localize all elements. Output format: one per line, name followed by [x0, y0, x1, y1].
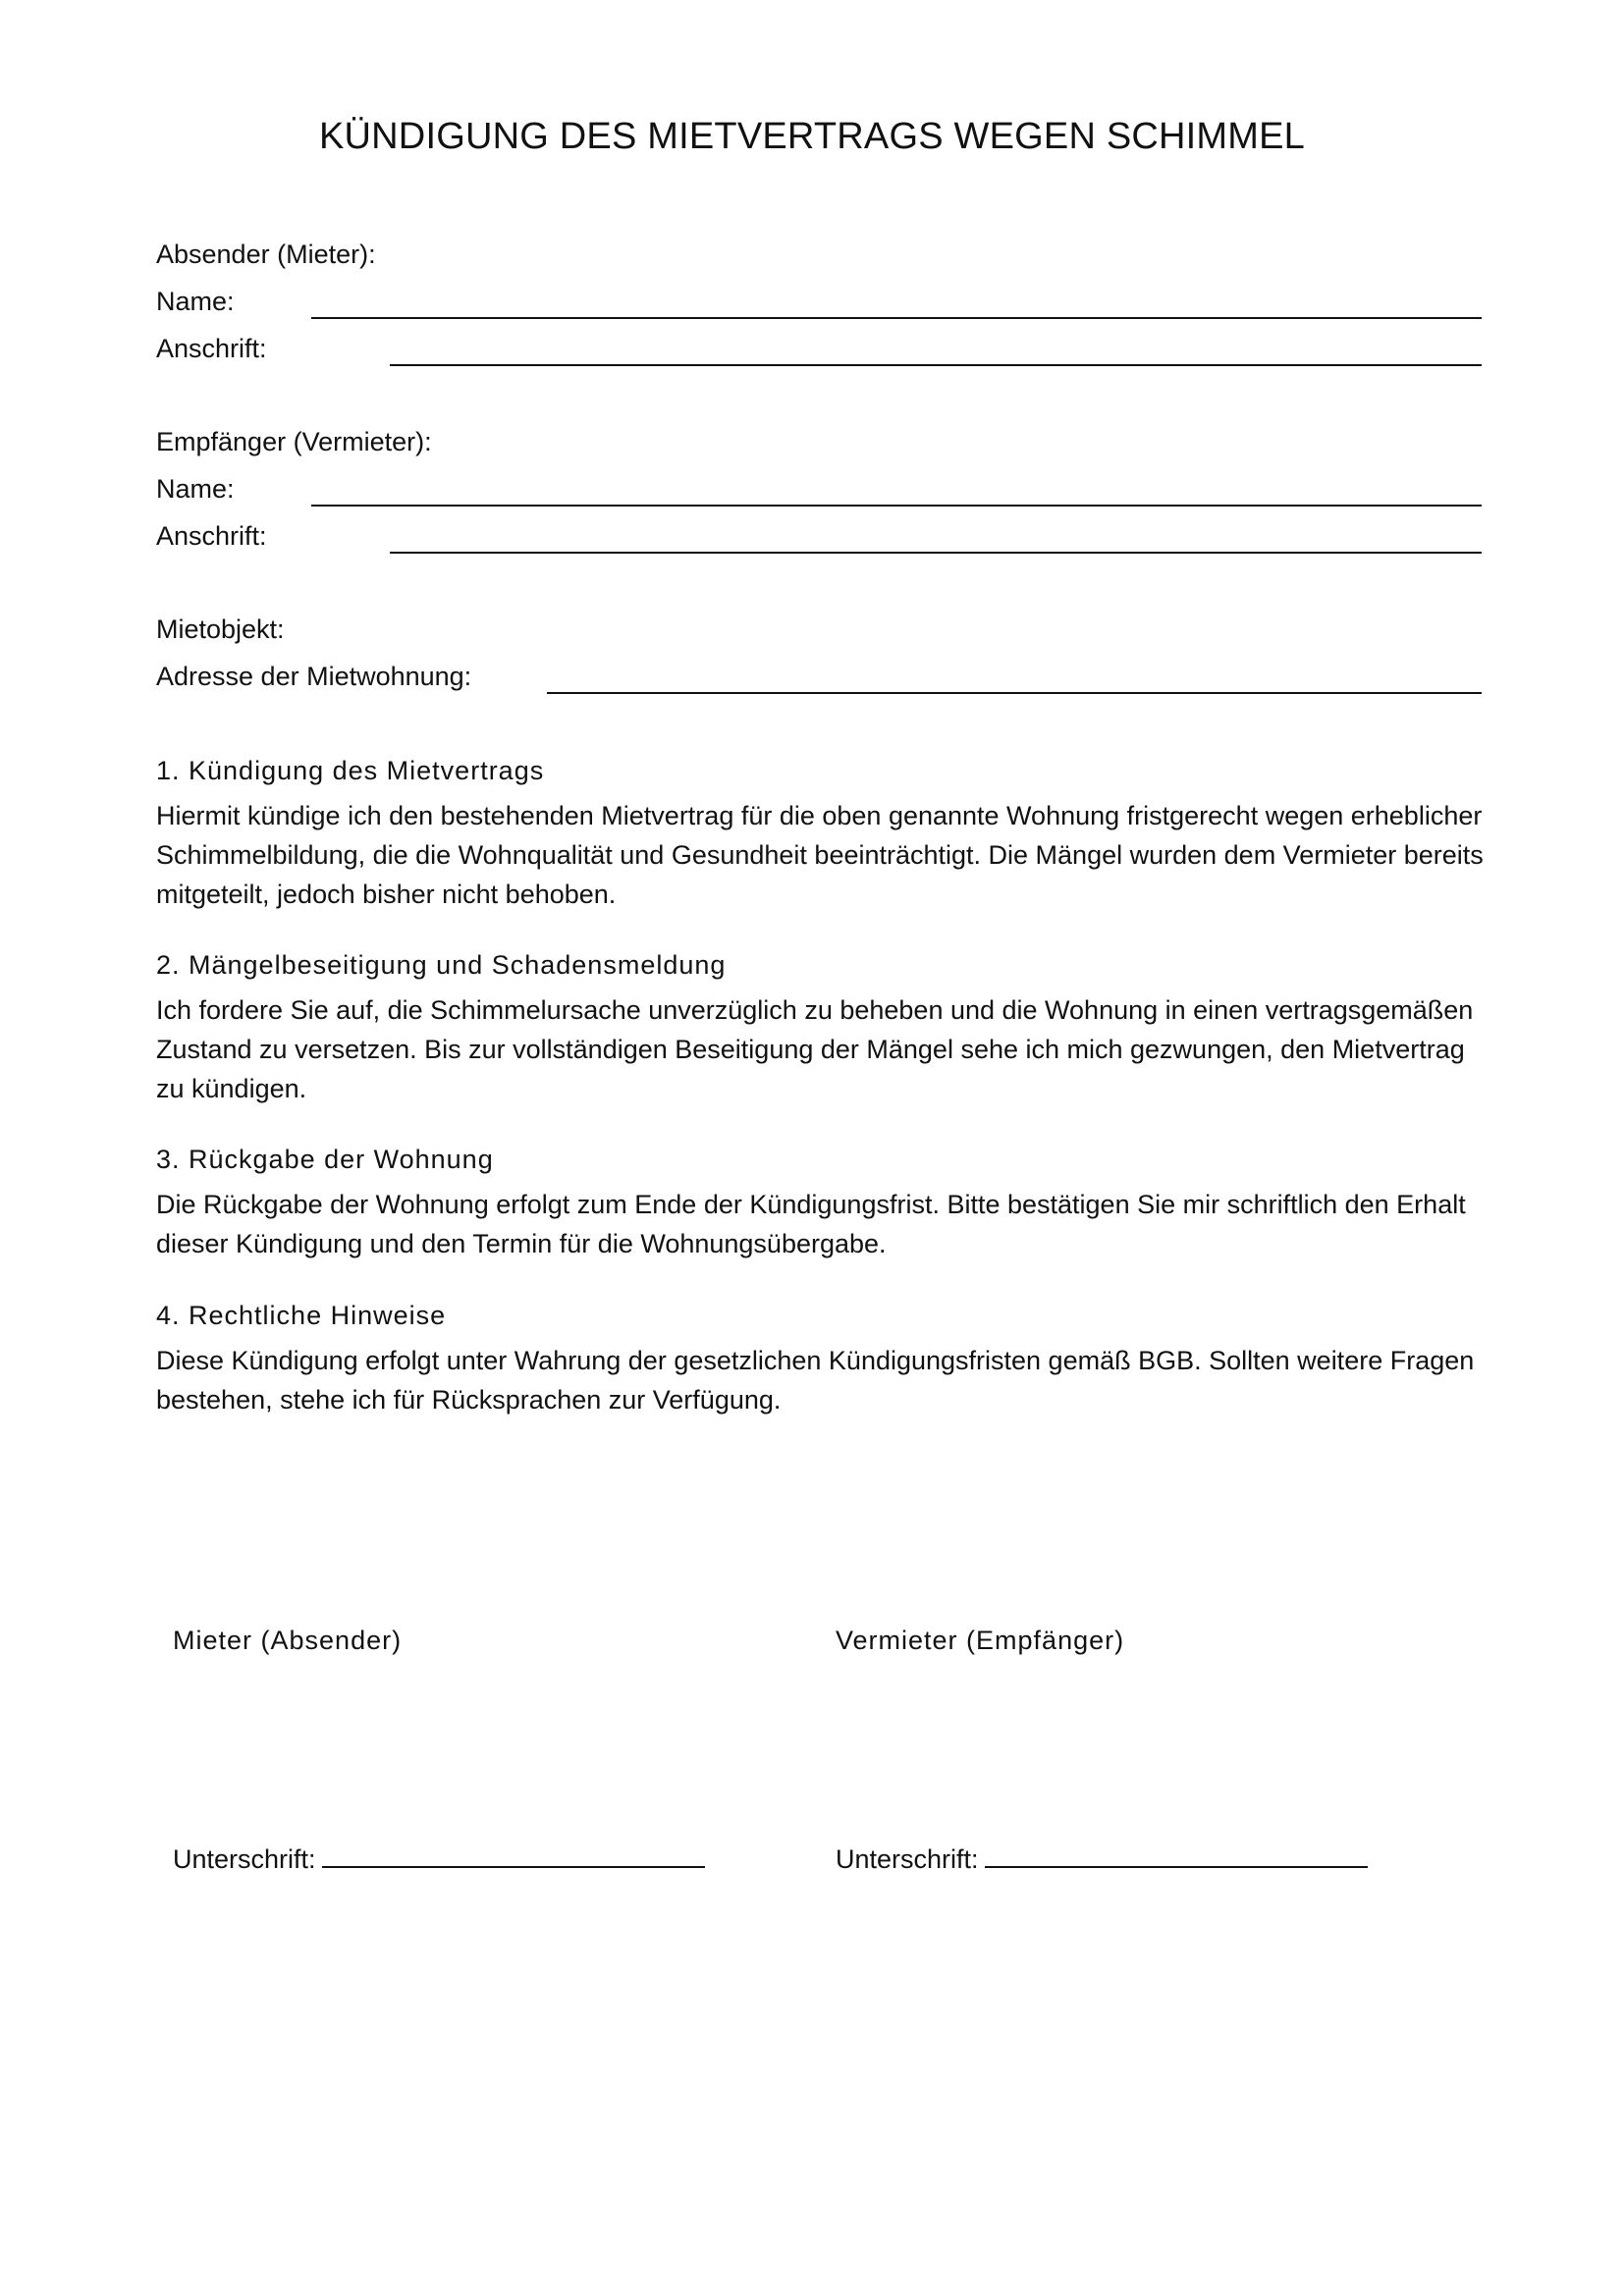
sender-name-field[interactable] [311, 317, 1482, 319]
section-2-text: Ich fordere Sie auf, die Schimmelursache unverzüglich zu beheben und die Wohnung in einen vertragsgemäßen Zustand zu versetzen. Bis zur vollständigen Beseitigung der Mängel sehe ich mich gezwungen, den Mietvertrag zu kündigen. [156, 995, 1474, 1103]
recipient-name-label: Name: [156, 474, 235, 504]
sender-name-label: Name: [156, 287, 235, 316]
recipient-heading: Empfänger (Vermieter): [156, 427, 432, 456]
section-2-heading: 2. Mängelbeseitigung und Schadensmeldung [156, 950, 727, 980]
property-address-field[interactable] [547, 692, 1482, 694]
recipient-address-field[interactable] [390, 552, 1482, 554]
landlord-signature-title: Vermieter (Empfänger) [836, 1626, 1125, 1655]
property-heading: Mietobjekt: [156, 614, 285, 644]
section-1-heading: 1. Kündigung des Mietvertrags [156, 756, 545, 785]
recipient-address-label: Anschrift: [156, 521, 267, 551]
section-1-text: Hiermit kündige ich den bestehenden Mietvertrag für die oben genannte Wohnung fristgerecht wegen erheblicher Schimmelbildung, die die Wohnqualität und Gesundheit beeinträchtigt. Die Mängel wurden dem Vermieter bereits mitgeteilt, jedoch bisher nicht behoben. [156, 801, 1484, 909]
tenant-signature-block [173, 1844, 705, 1875]
landlord-signature-label: Unterschrift: [836, 1844, 979, 1874]
sender-address-field[interactable] [390, 364, 1482, 366]
section-3-text: Die Rückgabe der Wohnung erfolgt zum Ende der Kündigungsfrist. Bitte bestätigen Sie mir schriftlich den Erhalt dieser Kündigung und den Termin für die Wohnungsübergabe. [156, 1190, 1466, 1258]
section-4-text: Diese Kündigung erfolgt unter Wahrung der gesetzlichen Kündigungsfristen gemäß BGB. Sollten weitere Fragen bestehen, stehe ich für Rücksprachen zur Verfügung. [156, 1346, 1475, 1415]
landlord-signature-field[interactable] [985, 1844, 1368, 1868]
landlord-signature-block [836, 1844, 1368, 1875]
tenant-signature-title: Mieter (Absender) [173, 1626, 403, 1655]
recipient-name-field[interactable] [311, 505, 1482, 507]
section-3-heading: 3. Rückgabe der Wohnung [156, 1145, 494, 1174]
section-4-heading: 4. Rechtliche Hinweise [156, 1301, 447, 1330]
sender-heading: Absender (Mieter): [156, 240, 376, 269]
tenant-signature-field[interactable] [322, 1844, 705, 1868]
tenant-signature-label: Unterschrift: [173, 1844, 316, 1874]
sender-address-label: Anschrift: [156, 334, 267, 363]
property-address-label: Adresse der Mietwohnung: [156, 662, 472, 691]
document-title: KÜNDIGUNG DES MIETVERTRAGS WEGEN SCHIMMEL [318, 116, 1306, 157]
